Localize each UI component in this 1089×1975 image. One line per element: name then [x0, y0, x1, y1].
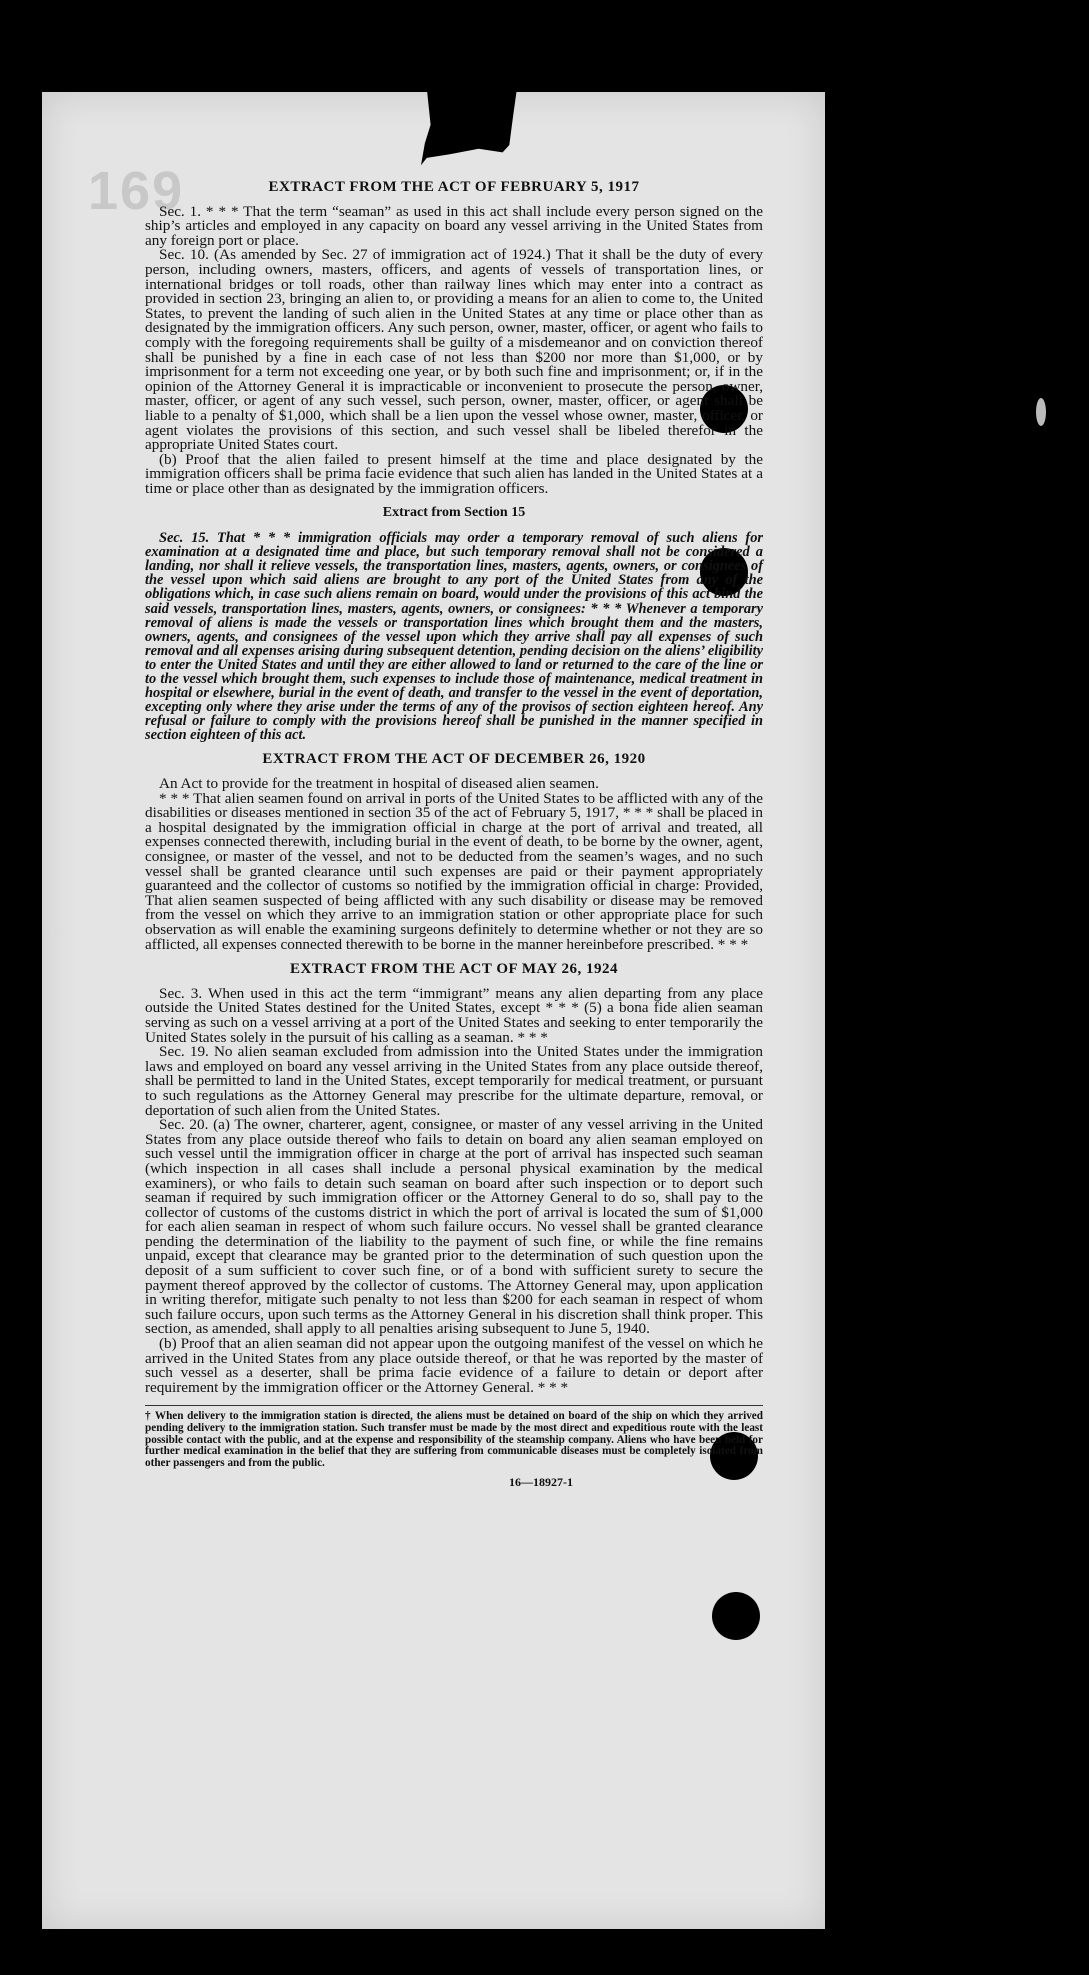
section-19: Sec. 19. No alien seaman excluded from admission into the United States under the immigration laws and employed on board any vessel arriving in the United States from any place outside thereof, shall be permitted to land in the United States, except temporarily for medical treatment, or pursuant to such regulations as the Attorney General may prescribe for the ultimate departure, removal, or deportation of such alien from the United States. [145, 1043, 763, 1119]
act-1920-title: An Act to provide for the treatment in hospital of diseased alien seamen. [159, 775, 599, 793]
section-10: Sec. 10. (As amended by Sec. 27 of immigration act of 1924.) That it shall be the duty of every person, including owners, masters, officers, and agents of vessels of transportation lines, or international bridges or toll roads, other than railway lines which may enter into a contract as provided in section 23, bringing an alien to, or providing a means for an alien to come to, the United States, to prevent the landing of such alien in the United States at any time or place other than as designated by the immigration officers. Any such person, owner, master, officer, or agent who fails to comply with the foregoing requirements shall be guilty of a misdemeanor and on conviction thereof shall be punished by a fine in each case of not less than $200 nor more than $1,000, or by imprisonment for a term not exceeding one year, or by both such fine and imprisonment; or, if in the opinion of the Attorney General it is impracticable or inconvenient to prosecute the person, owner, master, officer, or agent of any such vessel, such person, owner, master, officer, or agent shall be liable to a penalty of $1,000, which shall be a lien upon the vessel whose owner, master, officer, or agent violates the provisions of this section, and such vessel shall be libeled therefor in the appropriate United States court. [145, 246, 763, 454]
act-1920-body: * * * That alien seamen found on arrival in ports of the United States to be afflicted with any of the disabilities or diseases mentioned in section 35 of the act of February 5, 1917, * * * shall be placed in a hospital designated by the immigration official in charge at the port of arrival and treated, all expenses connected therewith, including burial in the event of death, to be borne by the owner, agent, consignee, or master of the vessel, and not to be deducted from the seamen’s wages, and no such vessel shall be granted clearance until such expenses are paid or their payment appropriately guaranteed and the collector of customs so notified by the immigration official in charge: Provided, That alien seamen suspected of being afflicted with any such disability or disease may be removed from the vessel on which they arrive to an immigration station or other appropriate place for such observation as will enable the examining surgeons definitely to determine whether or not they are so afflicted, all expenses connected therewith to be borne in the manner hereinbefore prescribed. * * * [145, 789, 763, 953]
section-20b: (b) Proof that an alien seaman did not appear upon the outgoing manifest of the vessel on which he arrived in the United States from any place outside thereof, or that he was reported by the master of such vessel as a deserter, shall be prima facie evidence of a failure to detain or deport after requirement by the immigration officer or the Attorney General. * * * [145, 1335, 763, 1396]
heading-act-may-1924: EXTRACT FROM THE ACT OF MAY 26, 1924 [289, 961, 619, 978]
section-20: Sec. 20. (a) The owner, charterer, agent, consignee, or master of any vessel arriving in the United States from any place outside thereof who fails to detain on board any alien seaman employed on such vessel until the immigration officer in charge at the port of arrival has inspected such seaman (which inspection in all cases shall include a personal physical examination by the medical examiners), or who fails to detain such seaman on board after such inspection or to deport such seaman if required by such immigration officer or the Attorney General to do so, shall pay to the collector of customs of the customs district in which the port of arrival is located the sum of $1,000 for each alien seaman in respect of whom such failure occurs. No vessel shall be granted clearance pending the determination of the liability to the payment of such fine, or while the fine remains unpaid, except that clearance may be granted prior to the determination of such question upon the deposit of a sum sufficient to cover such fine, or of a bond with sufficient surety to secure the payment thereof approved by the collector of customs. The Attorney General may, upon application in writing therefor, mitigate such penalty to not less than $200 for each seaman in respect of whom such failure occurs, upon such terms as the Attorney General in his discretion shall think proper. This section, as amended, shall apply to all penalties arising subsequent to June 5, 1940. [145, 1116, 763, 1338]
document-body [145, 180, 763, 1490]
section-10b: (b) Proof that the alien failed to present himself at the time and place designated by the immigration officers shall be prima facie evidence that such alien has landed in the United States at a time or place other than as designated by the immigration officers. [145, 450, 763, 497]
footnote: † When delivery to the immigration station is directed, the aliens must be detained on board of the ship on which they arrived pending delivery to the immigration station. Such transfer must be made by the most direct and expeditious route with the least possible contact with the public, and at the expense and responsibility of the steamship company. Aliens who have been held for further medical examination in the belief that they are suffering from communicable diseases must be completely isolated from other passengers and from the public. [145, 1405, 763, 1469]
ghost-number-stamp: 169 [88, 161, 185, 221]
speck [51, 928, 58, 935]
punch-hole [712, 1592, 760, 1640]
section-3: Sec. 3. When used in this act the term “immigrant” means any alien departing from any place outside the United States destined for the United States, except * * * (5) a bona fide alien seaman serving as such on a vessel arriving at a port of the United States and seeking to enter temporarily the United States solely in the pursuit of his calling as a seaman. * * * [145, 984, 763, 1046]
heading-extract-section-15: Extract from Section 15 [382, 505, 526, 521]
section-1: Sec. 1. * * * That the term “seaman” as used in this act shall include every person signed on the ship’s articles and employed in any capacity on board any vessel arriving in the United States from any foreign port or place. [145, 202, 763, 249]
speck [1036, 398, 1046, 426]
section-15: Sec. 15. That * * * immigration officials may order a temporary removal of such aliens for examination at a designated time and place, but such temporary removal shall not be considered a landing, nor shall it relieve vessels, the transportation lines, masters, agents, owners, or consignees of the vessel upon which said aliens are brought to any port of the United States from any of the obligations which, in case such aliens remain on board, would under the provisions of this act bind the said vessels, transportation lines, masters, agents, owners, or consignees: * * * Whenever a temporary removal of aliens is made the vessels or transportation lines which brought them and the masters, owners, agents, and consignees of the vessel upon which they arrive shall pay all expenses of such removal and all expenses arising during subsequent detention, pending decision on the aliens’ eligibility to enter the United States and until they are either allowed to land or returned to the care of the line or to the vessel which brought them, such expenses to include those of maintenance, medical treatment in hospital or elsewhere, burial in the event of death, and transfer to the vessel in the event of deportation, excepting only where they arise under the terms of any of the provisos of section eighteen hereof. Any refusal or failure to comply with the provisions hereof shall be punished in the manner specified in section eighteen of this act. [145, 530, 763, 744]
form-number: 16—18927-1 [509, 1475, 573, 1490]
heading-act-feb-1917: EXTRACT FROM THE ACT OF FEBRUARY 5, 1917 [268, 179, 640, 195]
heading-act-dec-1920: EXTRACT FROM THE ACT OF DECEMBER 26, 1920 [262, 751, 646, 768]
